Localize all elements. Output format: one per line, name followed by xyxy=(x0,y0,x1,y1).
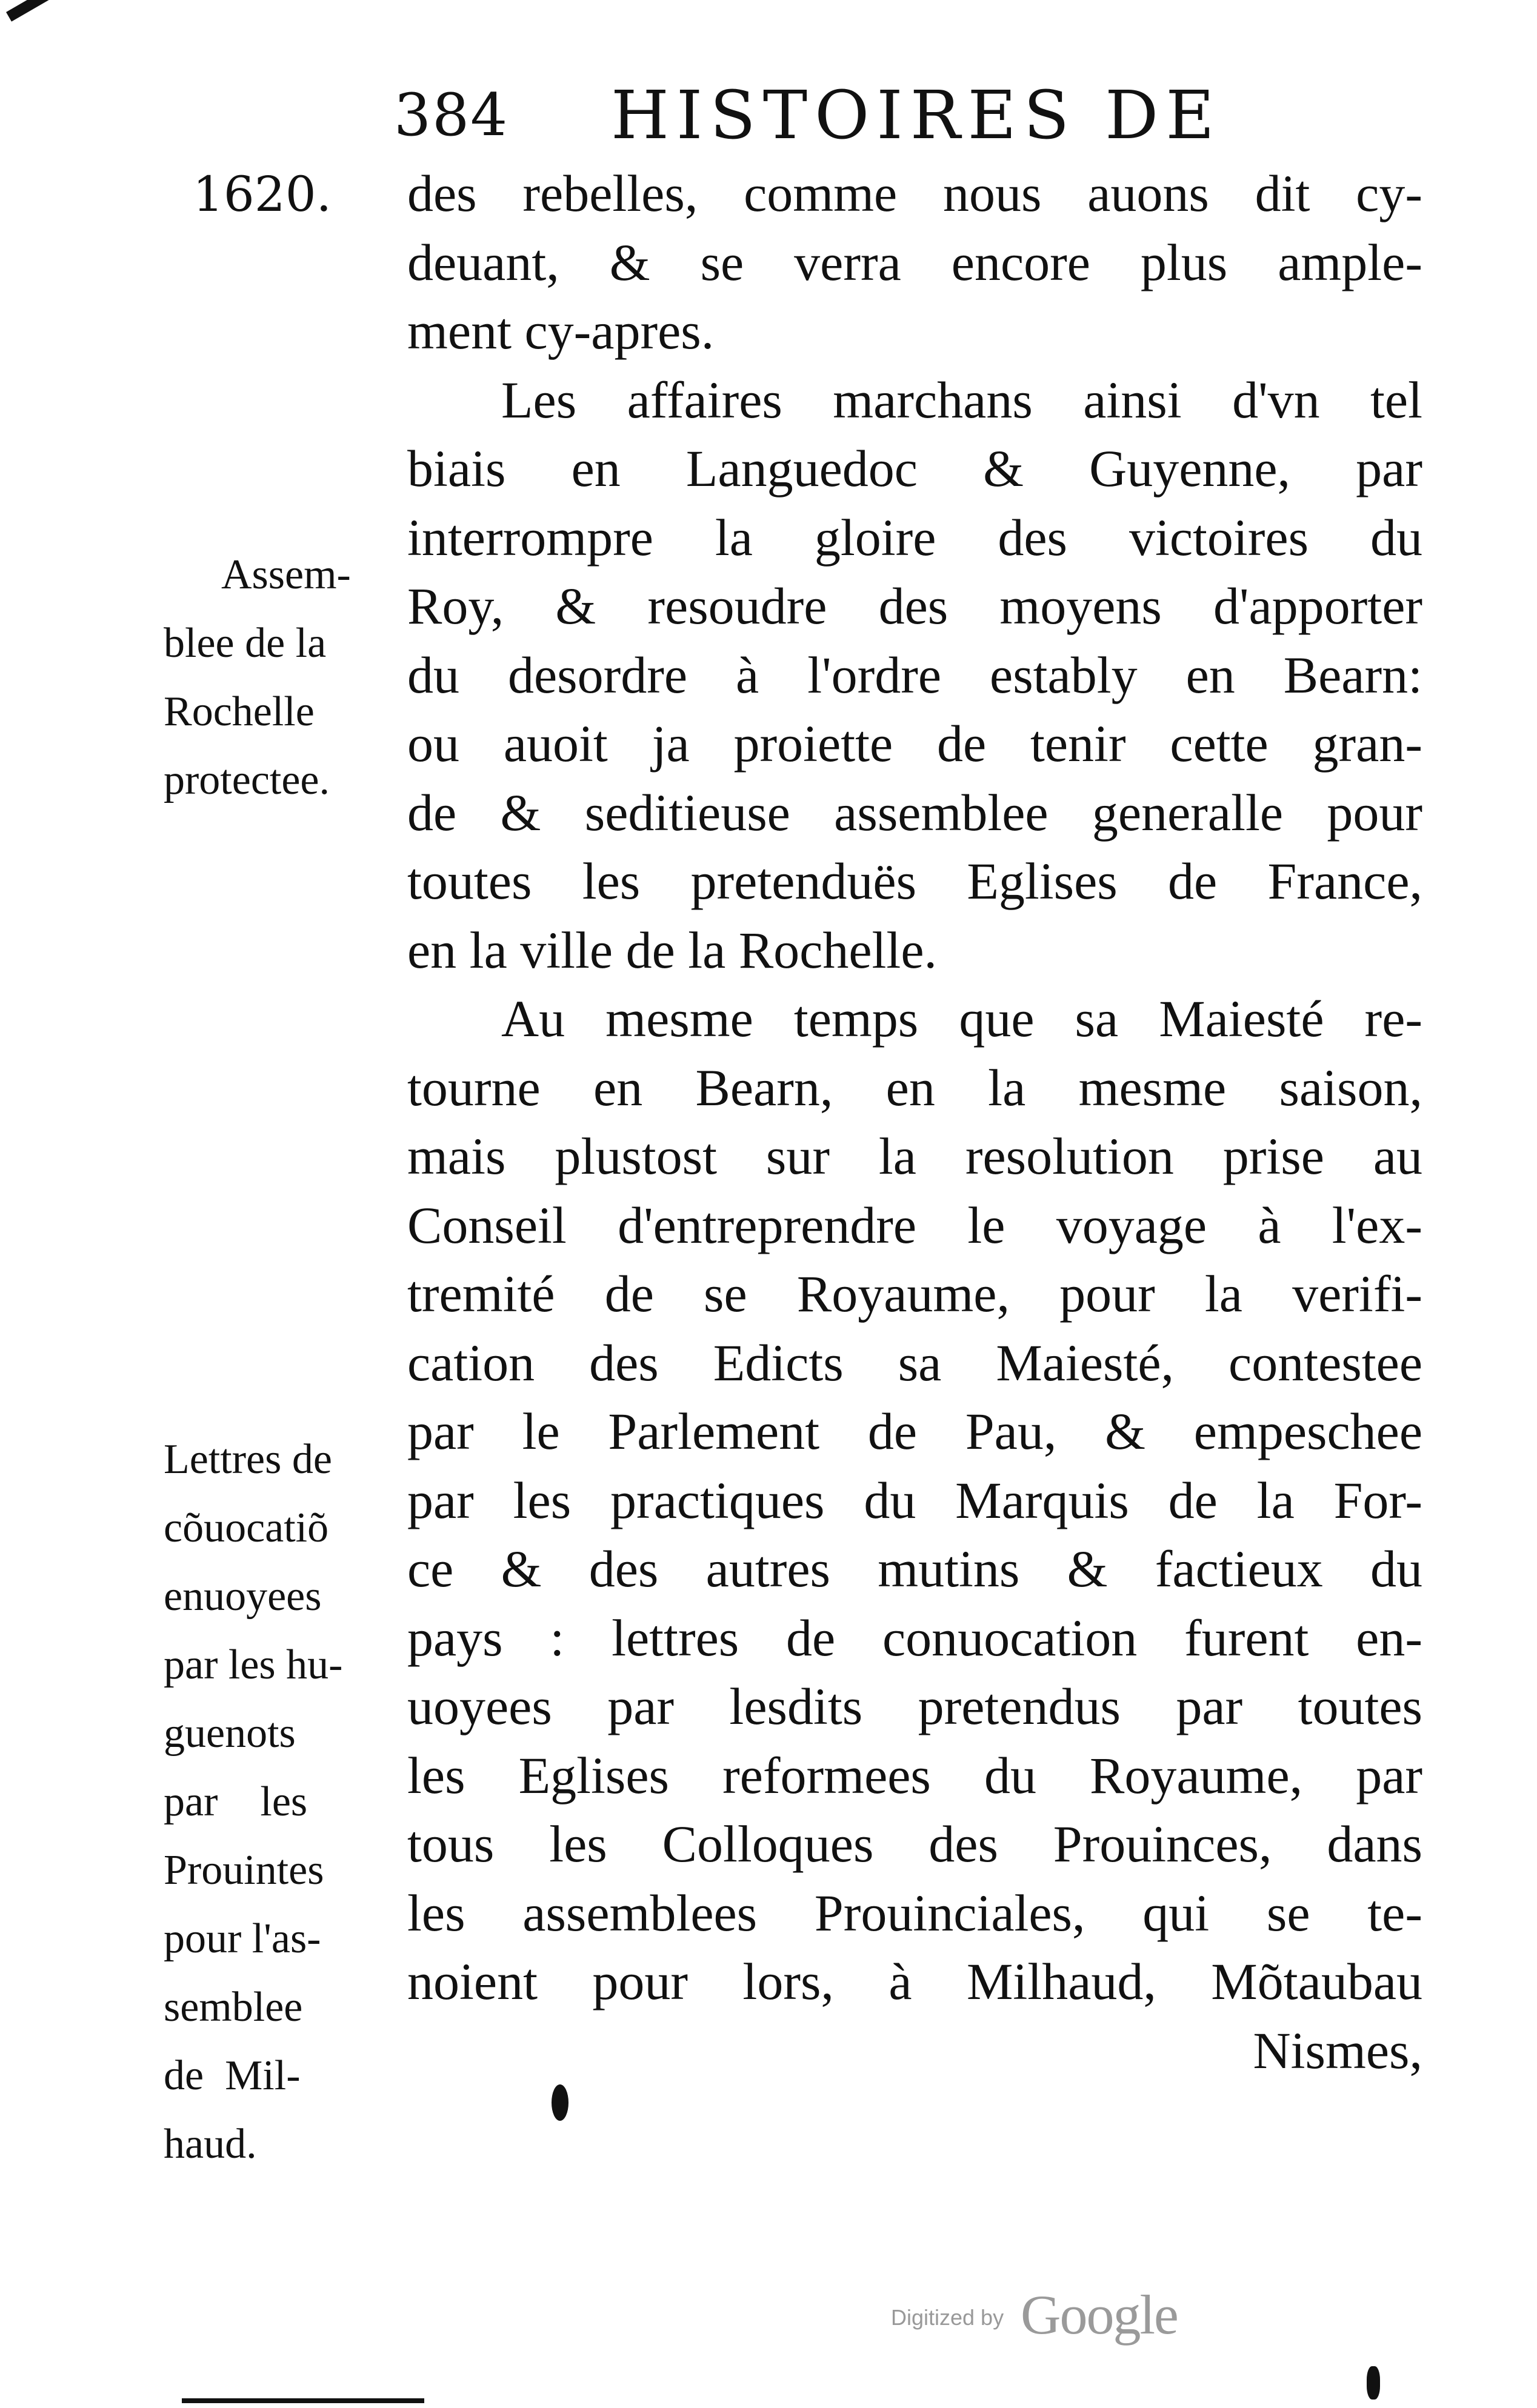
text-line: Les affaires marchans ainsi d'vn tel xyxy=(501,370,1422,429)
margin-note-line: cõuocatiõ xyxy=(164,1505,329,1551)
text-line: ce & des autres mutins & factieux du xyxy=(407,1540,1422,1598)
margin-note-line: protectee. xyxy=(164,757,330,803)
digitized-by-label: Digitized by xyxy=(891,2305,1004,2330)
catchword: Nismes, xyxy=(1253,2021,1422,2080)
text-line: noient pour lors, à Milhaud, Mõtaubau xyxy=(407,1952,1422,2011)
text-line: ou auoit ja proiette de tenir cette gran- xyxy=(407,714,1422,773)
running-title: HISTOIRES DE xyxy=(611,76,1222,154)
margin-note-line: Rochelle xyxy=(164,688,315,735)
scan-artifact-bottom-line xyxy=(182,2398,424,2403)
margin-note-lettres xyxy=(164,1425,394,2178)
google-logo: Google xyxy=(1021,2284,1178,2346)
margin-note-line: Lettres de xyxy=(164,1436,332,1483)
text-line: toutes les pretenduës Eglises de France, xyxy=(407,852,1422,910)
margin-note-line: par les hu- xyxy=(164,1641,343,1688)
text-line: ment cy-apres. xyxy=(407,302,715,360)
page-number: 384 xyxy=(394,81,509,149)
text-line: deuant, & se verra encore plus ample- xyxy=(407,233,1422,291)
text-line: mais plustost sur la resolution prise au xyxy=(407,1127,1422,1185)
text-line: des rebelles, comme nous auons dit cy- xyxy=(407,164,1422,222)
scan-artifact-blot xyxy=(552,2084,568,2121)
margin-note-line: par les xyxy=(164,1778,308,1825)
text-line: tous les Colloques des Prouinces, dans xyxy=(407,1815,1422,1873)
text-line: tourne en Bearn, en la mesme saison, xyxy=(407,1058,1422,1117)
text-line: uoyees par lesdits pretendus par toutes xyxy=(407,1677,1422,1735)
text-line: interrompre la gloire des victoires du xyxy=(407,508,1422,567)
margin-note-line: haud. xyxy=(164,2121,257,2167)
text-line: du desordre à l'ordre estably en Bearn: xyxy=(407,645,1422,704)
text-line: Conseil d'entreprendre le voyage à l'ex- xyxy=(407,1196,1422,1254)
page-header xyxy=(394,76,1242,155)
margin-note-assemblee xyxy=(164,540,394,814)
margin-note-line: guenots xyxy=(164,1710,296,1757)
digitized-watermark xyxy=(891,2284,1218,2346)
text-line: les Eglises reformees du Royaume, par xyxy=(407,1746,1422,1804)
text-line: Au mesme temps que sa Maiesté re- xyxy=(501,989,1422,1048)
scan-artifact-corner xyxy=(6,0,85,22)
text-line: biais en Languedoc & Guyenne, par xyxy=(407,439,1422,497)
margin-note-line: Prouintes xyxy=(164,1847,324,1894)
body-text xyxy=(407,159,1422,2085)
text-line: en la ville de la Rochelle. xyxy=(407,920,937,979)
text-line: pays : lettres de conuocation furent en- xyxy=(407,1608,1422,1667)
margin-note-line: pour l'as- xyxy=(164,1915,321,1962)
margin-note-line: blee de la xyxy=(164,620,327,667)
text-line: tremité de se Royaume, pour la verifi- xyxy=(407,1265,1422,1323)
text-line: Roy, & resoudre des moyens d'apporter xyxy=(407,577,1422,635)
margin-year: 1620. xyxy=(193,166,332,222)
text-line: les assemblees Prouinciales, qui se te- xyxy=(407,1883,1422,1942)
margin-note-line: Assem- xyxy=(221,551,351,598)
text-line: par les practiques du Marquis de la For- xyxy=(407,1471,1422,1529)
margin-note-line: enuoyees xyxy=(164,1573,322,1620)
text-line: de & seditieuse assemblee generalle pour xyxy=(407,783,1422,842)
text-line: cation des Edicts sa Maiesté, contestee xyxy=(407,1333,1422,1392)
margin-note-line: semblee xyxy=(164,1984,303,2031)
scan-artifact-mark xyxy=(1367,2366,1380,2400)
text-line: par le Parlement de Pau, & empeschee xyxy=(407,1402,1422,1460)
margin-note-line: de Mil- xyxy=(164,2052,301,2099)
